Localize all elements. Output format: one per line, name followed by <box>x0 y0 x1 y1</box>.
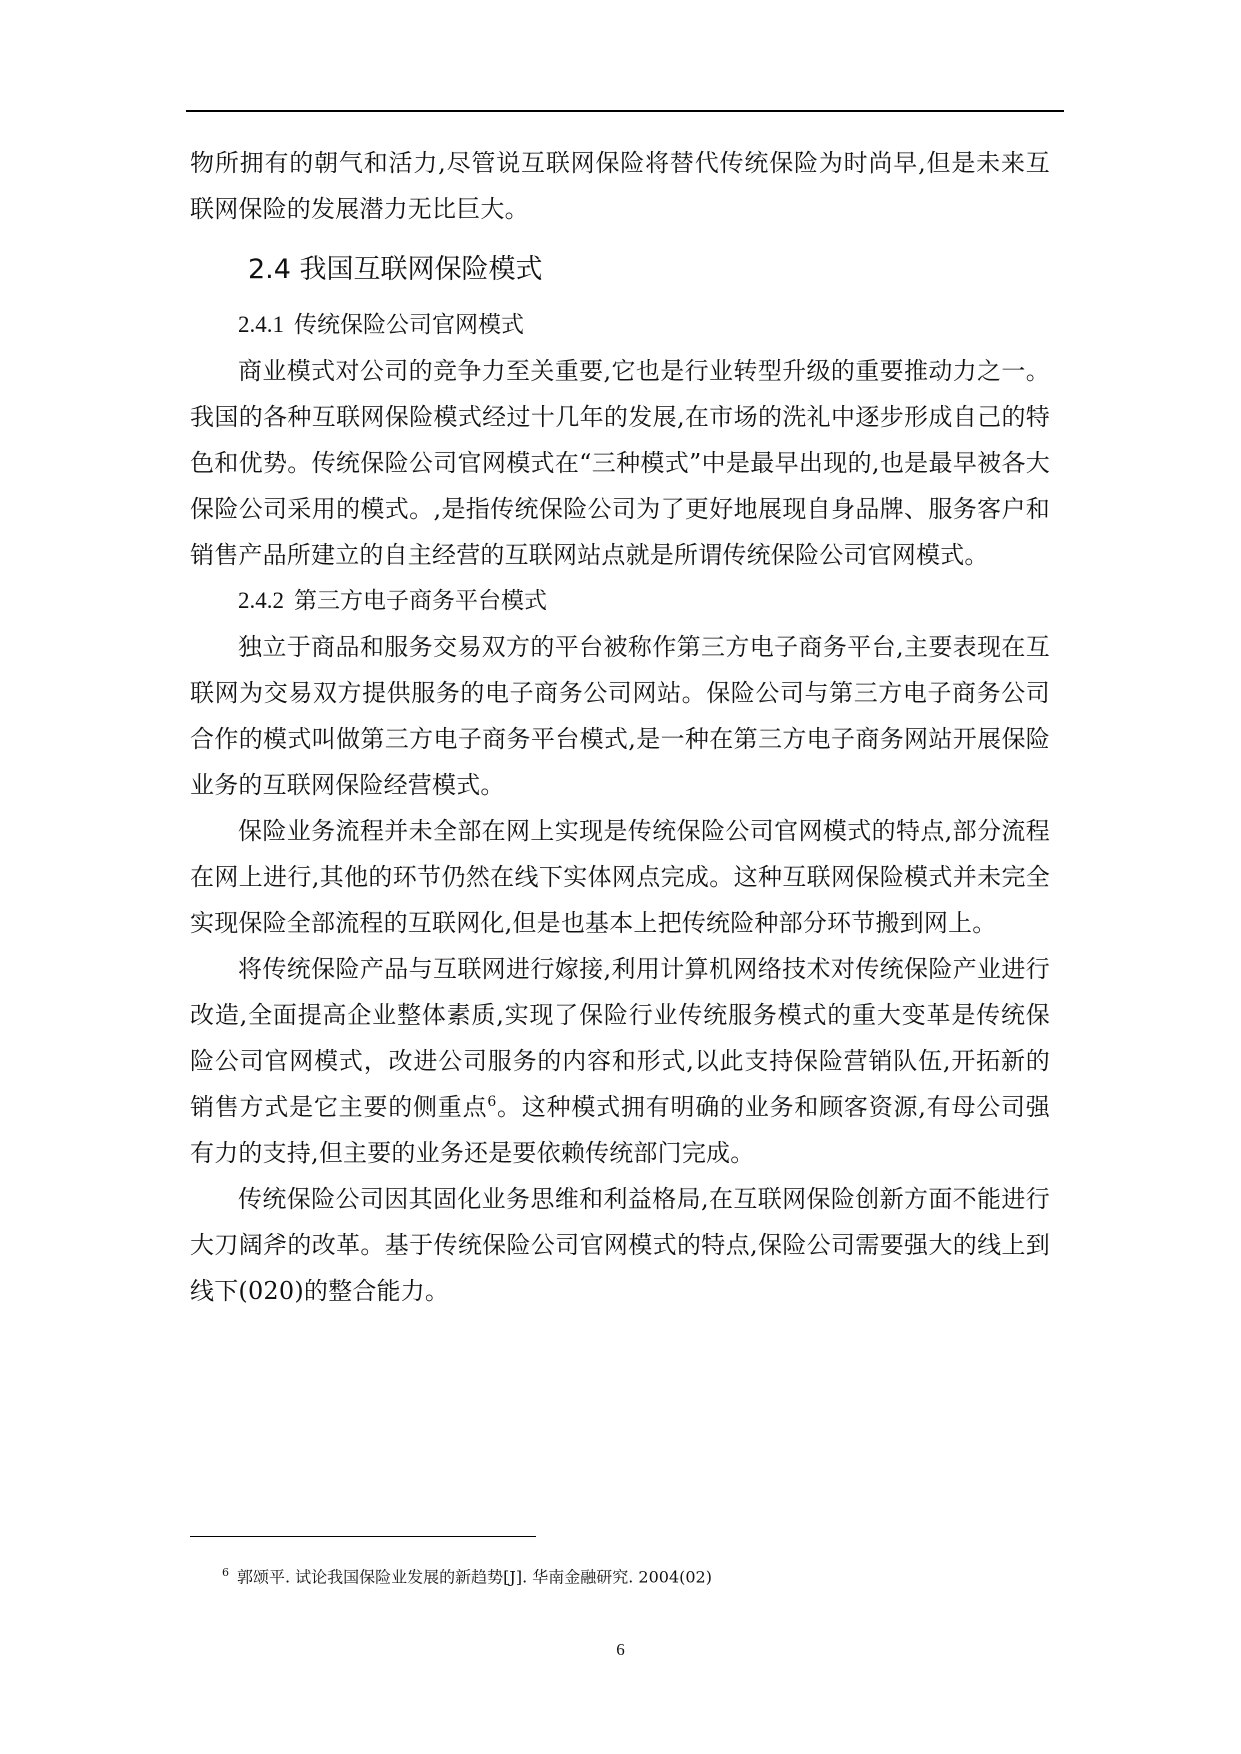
page-body <box>190 140 1050 1314</box>
subsection-number: 2.4.2 <box>238 588 284 613</box>
header-rule <box>186 110 1064 112</box>
footnote-mark: 6 <box>222 1566 229 1579</box>
paragraph-text: 将传统保险产品与互联网进行嫁接,利用计算机网络技术对传统保险产业进行改造,全面提高企业整体素质,实现了保险行业传统服务模式的重大变革是传统保险公司官网模式，改进公司服务的内容和形式,以此支持保险营销队伍,开拓新的销售方式是它主要的侧重点 <box>190 955 1050 1121</box>
paragraph-text: 。这种模式拥有明确的业务和顾客资源,有母公司强有力的支持,但主要的业务还是要依赖传统部门完成。 <box>190 1093 1050 1167</box>
intro-paragraph: 物所拥有的朝气和活力,尽管说互联网保险将替代传统保险为时尚早,但是未来互联网保险的发展潜力无比巨大。 <box>190 149 1050 223</box>
footnote-reference[interactable]: 6 <box>487 1094 497 1110</box>
subsection-title: 传统保险公司官网模式 <box>294 312 524 338</box>
footnote-separator <box>190 1536 536 1537</box>
subsection-title: 第三方电子商务平台模式 <box>294 588 547 614</box>
footnote-text: 郭颂平. 试论我国保险业发展的新趋势[J]. 华南金融研究. 2004(02) <box>237 1567 712 1587</box>
paragraph: 独立于商品和服务交易双方的平台被称作第三方电子商务平台,主要表现在互联网为交易双方提供服务的电子商务公司网站。保险公司与第三方电子商务公司合作的模式叫做第三方电子商务平台模式,是一种在第三方电子商务网站开展保险业务的互联网保险经营模式。 <box>190 633 1050 799</box>
footnote <box>222 1562 712 1588</box>
subsection-heading-1 <box>238 302 1050 348</box>
paragraph: 保险业务流程并未全部在网上实现是传统保险公司官网模式的特点,部分流程在网上进行,其他的环节仍然在线下实体网点完成。这种互联网保险模式并未完全实现保险全部流程的互联网化,但是也基本上把传统险种部分环节搬到网上。 <box>190 817 1050 937</box>
page-number: 6 <box>616 1640 625 1659</box>
section-heading: 2.4 我国互联网保险模式 <box>248 254 543 285</box>
subsection-heading-2 <box>238 578 1050 624</box>
paragraph: 商业模式对公司的竞争力至关重要,它也是行业转型升级的重要推动力之一。我国的各种互联网保险模式经过十几年的发展,在市场的洗礼中逐步形成自己的特色和优势。传统保险公司官网模式在“三种模式”中是最早出现的,也是最早被各大保险公司采用的模式。,是指传统保险公司为了更好地展现自身品牌、服务客户和销售产品所建立的自主经营的互联网站点就是所谓传统保险公司官网模式。 <box>190 357 1050 569</box>
paragraph: 传统保险公司因其固化业务思维和利益格局,在互联网保险创新方面不能进行大刀阔斧的改革。基于传统保险公司官网模式的特点,保险公司需要强大的线上到线下(020)的整合能力。 <box>190 1185 1050 1305</box>
subsection-number: 2.4.1 <box>238 312 284 337</box>
paragraph-with-footnote <box>190 946 1050 1176</box>
